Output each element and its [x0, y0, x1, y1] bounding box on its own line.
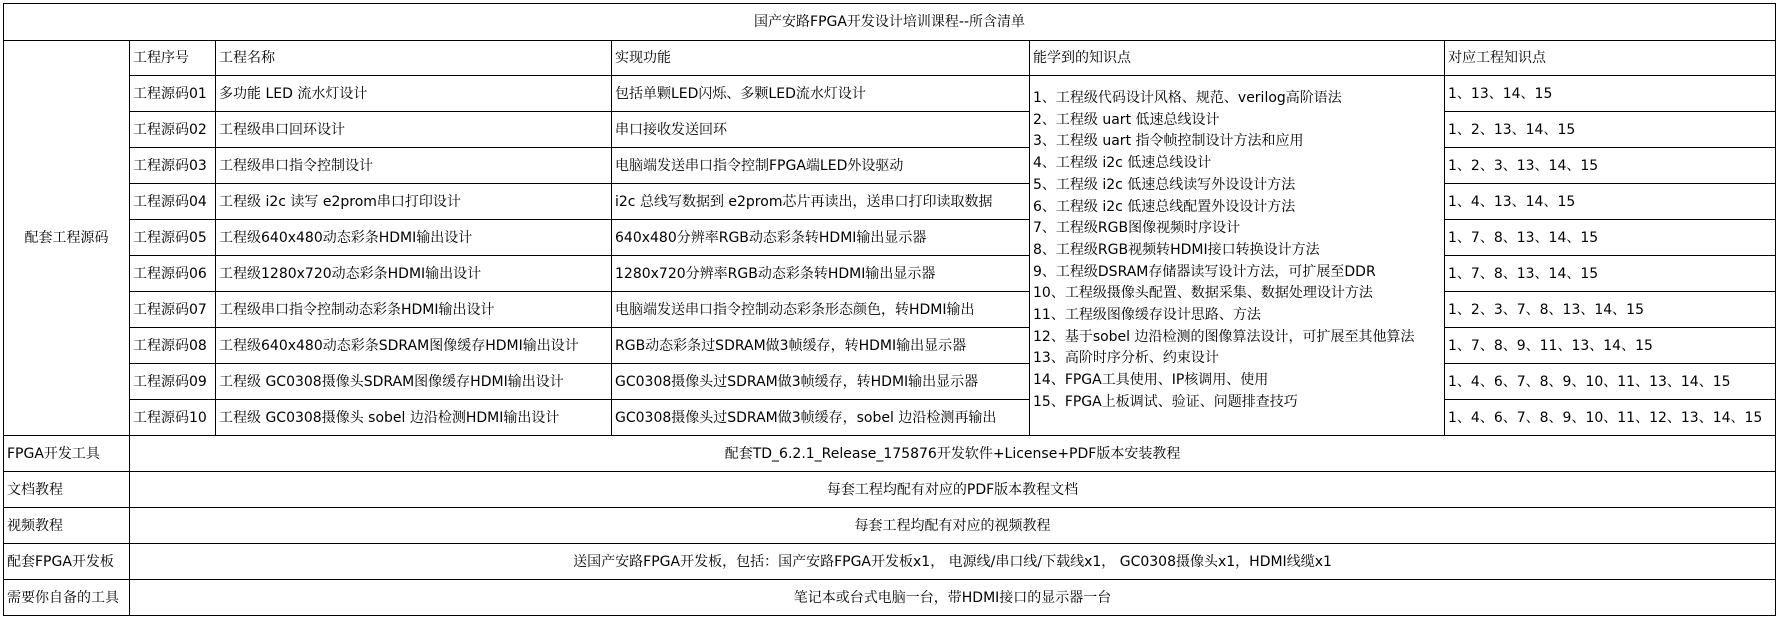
- knowledge-item: 4、工程级 i2c 低速总线设计: [1033, 155, 1212, 172]
- knowledge-item: 13、高阶时序分析、约束设计: [1033, 350, 1219, 367]
- footer-label-self-tools: 需要你自备的工具: [4, 580, 130, 616]
- project-points: 1、7、8、9、11、13、14、15: [1445, 328, 1776, 364]
- table-row: [4, 544, 1776, 580]
- footer-label-video: 视频教程: [4, 508, 130, 544]
- header-func: 实现功能: [612, 41, 1030, 76]
- knowledge-item: 10、工程级摄像头配置、数据采集、数据处理设计方法: [1033, 285, 1373, 302]
- table-row: [4, 400, 1776, 436]
- knowledge-item: 15、FPGA上板调试、验证、问题排查技巧: [1033, 393, 1298, 410]
- project-name: 工程级 GC0308摄像头 sobel 边沿检测HDMI输出设计: [216, 400, 612, 436]
- project-seq: 工程源码08: [130, 328, 216, 364]
- footer-label-dev-tools: FPGA开发工具: [4, 436, 130, 472]
- footer-label-docs: 文档教程: [4, 472, 130, 508]
- knowledge-item: 9、工程级DSRAM存储器读写设计方法，可扩展至DDR: [1033, 263, 1376, 280]
- header-knowledge: 能学到的知识点: [1030, 41, 1445, 76]
- project-name: 工程级串口指令控制动态彩条HDMI输出设计: [216, 292, 612, 328]
- project-func: 电脑端发送串口指令控制FPGA端LED外设驱动: [612, 148, 1030, 184]
- footer-value-board: 送国产安路FPGA开发板，包括：国产安路FPGA开发板x1， 电源线/串口线/下载线x1， GC0308摄像头x1，HDMI线缆x1: [130, 544, 1776, 580]
- project-func: 640x480分辨率RGB动态彩条转HDMI输出显示器: [612, 220, 1030, 256]
- knowledge-item: 3、工程级 uart 指令帧控制设计方法和应用: [1033, 133, 1304, 150]
- table-row: [4, 184, 1776, 220]
- table-row: [4, 364, 1776, 400]
- header-seq: 工程序号: [130, 41, 216, 76]
- project-points: 1、2、3、13、14、15: [1445, 148, 1776, 184]
- footer-value-self-tools: 笔记本或台式电脑一台，带HDMI接口的显示器一台: [130, 580, 1776, 616]
- project-name: 工程级640x480动态彩条SDRAM图像缓存HDMI输出设计: [216, 328, 612, 364]
- project-points: 1、4、6、7、8、9、10、11、12、13、14、15: [1445, 400, 1776, 436]
- project-seq: 工程源码07: [130, 292, 216, 328]
- footer-label-board: 配套FPGA开发板: [4, 544, 130, 580]
- knowledge-item: 11、工程级图像缓存设计思路、方法: [1033, 307, 1261, 324]
- project-points: 1、7、8、13、14、15: [1445, 220, 1776, 256]
- project-name: 工程级1280x720动态彩条HDMI输出设计: [216, 256, 612, 292]
- table-row: [4, 328, 1776, 364]
- table-row: [4, 292, 1776, 328]
- table-row: [4, 148, 1776, 184]
- project-points: 1、7、8、13、14、15: [1445, 256, 1776, 292]
- table-row: [4, 436, 1776, 472]
- project-points: 1、2、3、7、8、13、14、15: [1445, 292, 1776, 328]
- table-row: [4, 76, 1776, 112]
- project-seq: 工程源码05: [130, 220, 216, 256]
- footer-value-docs: 每套工程均配有对应的PDF版本教程文档: [130, 472, 1776, 508]
- project-points: 1、2、13、14、15: [1445, 112, 1776, 148]
- project-name: 工程级 GC0308摄像头SDRAM图像缓存HDMI输出设计: [216, 364, 612, 400]
- project-points: 1、4、13、14、15: [1445, 184, 1776, 220]
- table-row: [4, 580, 1776, 616]
- project-points: 1、13、14、15: [1445, 76, 1776, 112]
- header-points: 对应工程知识点: [1445, 41, 1776, 76]
- project-name: 工程级串口回环设计: [216, 112, 612, 148]
- project-func: GC0308摄像头过SDRAM做3帧缓存，sobel 边沿检测再输出: [612, 400, 1030, 436]
- knowledge-item: 6、工程级 i2c 低速总线配置外设设计方法: [1033, 198, 1296, 215]
- project-seq: 工程源码10: [130, 400, 216, 436]
- project-name: 工程级串口指令控制设计: [216, 148, 612, 184]
- table-row: [4, 508, 1776, 544]
- project-points: 1、4、6、7、8、9、10、11、13、14、15: [1445, 364, 1776, 400]
- knowledge-item: 7、工程级RGB图像视频时序设计: [1033, 220, 1241, 237]
- table-row: [4, 472, 1776, 508]
- project-seq: 工程源码06: [130, 256, 216, 292]
- table-title: 国产安路FPGA开发设计培训课程--所含清单: [4, 4, 1776, 41]
- project-func: 电脑端发送串口指令控制动态彩条形态颜色，转HDMI输出: [612, 292, 1030, 328]
- project-seq: 工程源码03: [130, 148, 216, 184]
- section-label: 配套工程源码: [4, 41, 130, 436]
- project-seq: 工程源码04: [130, 184, 216, 220]
- knowledge-item: 5、工程级 i2c 低速总线读写外设设计方法: [1033, 176, 1296, 193]
- knowledge-list: [1030, 76, 1445, 436]
- course-list-table: [3, 3, 1776, 616]
- knowledge-item: 1、工程级代码设计风格、规范、verilog高阶语法: [1033, 90, 1342, 106]
- project-name: 工程级 i2c 读写 e2prom串口打印设计: [216, 184, 612, 220]
- project-func: i2c 总线写数据到 e2prom芯片再读出，送串口打印读取数据: [612, 184, 1030, 220]
- project-name: 工程级640x480动态彩条HDMI输出设计: [216, 220, 612, 256]
- project-func: GC0308摄像头过SDRAM做3帧缓存，转HDMI输出显示器: [612, 364, 1030, 400]
- footer-value-dev-tools: 配套TD_6.2.1_Release_175876开发软件+License+PDF版本安装教程: [130, 436, 1776, 472]
- project-seq: 工程源码01: [130, 76, 216, 112]
- table-row: [4, 256, 1776, 292]
- project-name: 多功能 LED 流水灯设计: [216, 76, 612, 112]
- knowledge-item: 2、工程级 uart 低速总线设计: [1033, 111, 1220, 128]
- project-seq: 工程源码09: [130, 364, 216, 400]
- knowledge-item: 12、基于sobel 边沿检测的图像算法设计，可扩展至其他算法: [1033, 328, 1415, 345]
- header-name: 工程名称: [216, 41, 612, 76]
- knowledge-item: 8、工程级RGB视频转HDMI接口转换设计方法: [1033, 241, 1320, 258]
- project-func: RGB动态彩条过SDRAM做3帧缓存，转HDMI输出显示器: [612, 328, 1030, 364]
- project-func: 1280x720分辨率RGB动态彩条转HDMI输出显示器: [612, 256, 1030, 292]
- project-func: 包括单颗LED闪烁、多颗LED流水灯设计: [612, 76, 1030, 112]
- table-row: [4, 112, 1776, 148]
- footer-value-video: 每套工程均配有对应的视频教程: [130, 508, 1776, 544]
- project-seq: 工程源码02: [130, 112, 216, 148]
- table-row: [4, 220, 1776, 256]
- knowledge-item: 14、FPGA工具使用、IP核调用、使用: [1033, 372, 1269, 389]
- project-func: 串口接收发送回环: [612, 112, 1030, 148]
